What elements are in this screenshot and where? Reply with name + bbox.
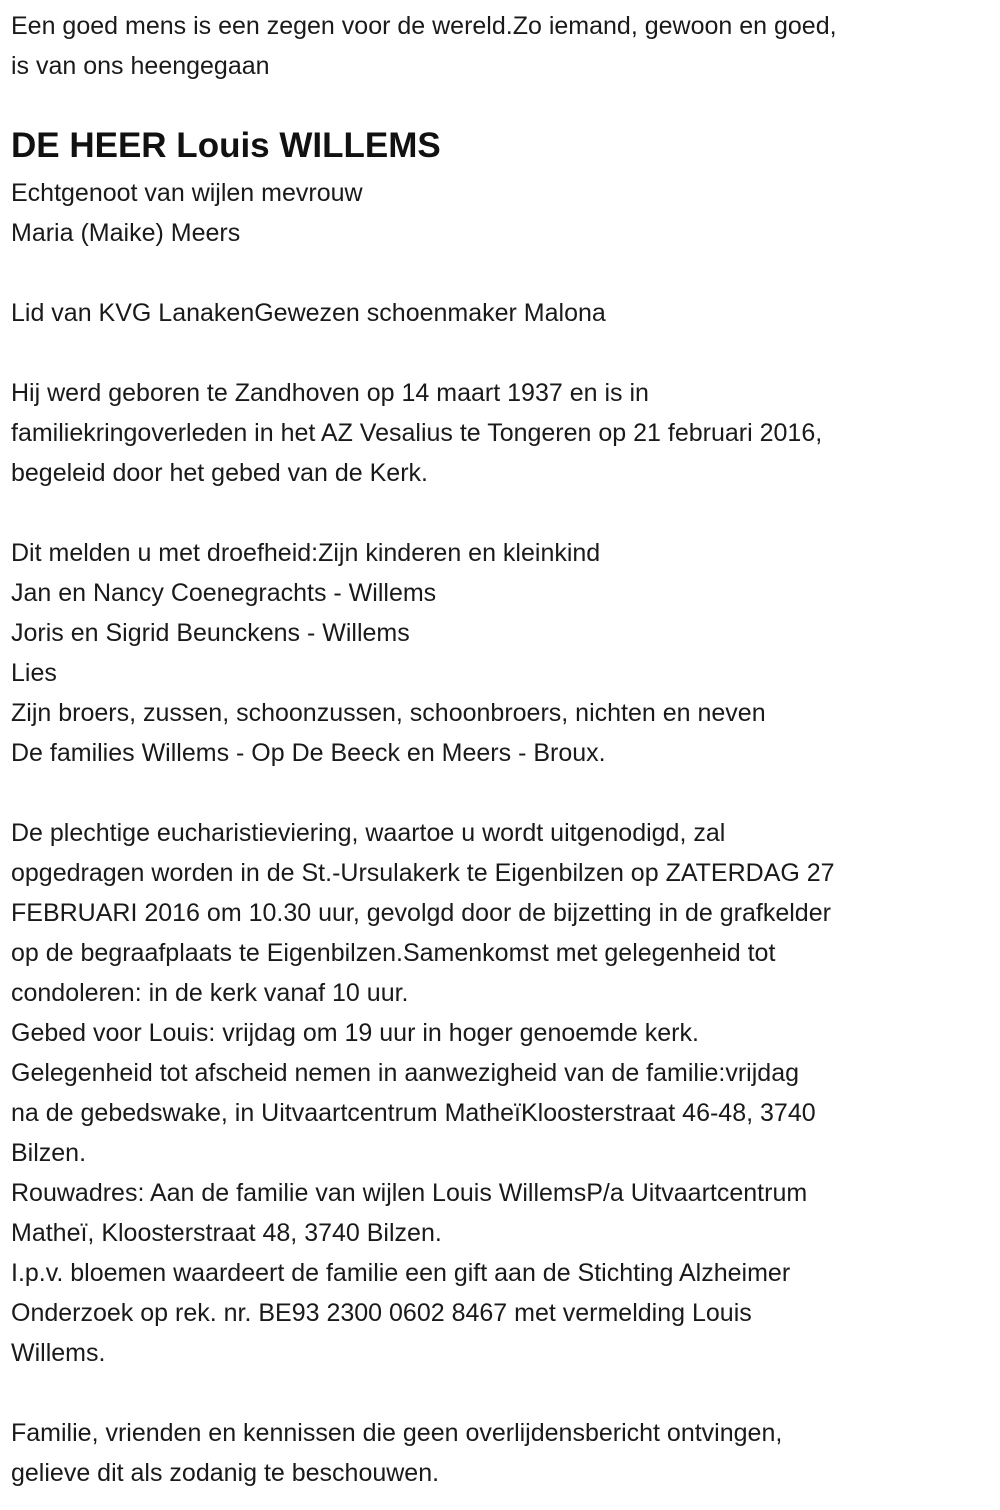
intro-text (11, 6, 1000, 86)
text-line: Joris en Sigrid Beunckens - Willems (11, 619, 410, 647)
text-line: familiekringoverleden in het AZ Vesalius te Tongeren op 21 februari 2016, (11, 419, 823, 447)
text-line: Zijn broers, zussen, schoonzussen, schoonbroers, nichten en neven (11, 699, 766, 727)
text-line: Dit melden u met droefheid:Zijn kinderen en kleinkind (11, 539, 601, 567)
text-line: Hij werd geboren te Zandhoven op 14 maart 1937 en is in (11, 379, 649, 407)
text-line: Bilzen. (11, 1139, 87, 1167)
membership-text (11, 293, 1000, 333)
spacer (11, 773, 1000, 813)
text-line: Familie, vrienden en kennissen die geen overlijdensbericht ontvingen, (11, 1419, 783, 1447)
spacer (11, 1373, 1000, 1413)
spacer (11, 493, 1000, 533)
text-line: I.p.v. bloemen waardeert de familie een gift aan de Stichting Alzheimer (11, 1259, 791, 1287)
obituary-document (11, 6, 1000, 1493)
text-line: Rouwadres: Aan de familie van wijlen Louis WillemsP/a Uitvaartcentrum (11, 1179, 808, 1207)
text-line: na de gebedswake, in Uitvaartcentrum MatheïKloosterstraat 46-48, 3740 (11, 1099, 816, 1127)
text-line: De plechtige eucharistieviering, waartoe u wordt uitgenodigd, zal (11, 819, 726, 847)
text-line: Gebed voor Louis: vrijdag om 19 uur in hoger genoemde kerk. (11, 1019, 699, 1047)
text-line: op de begraafplaats te Eigenbilzen.Samenkomst met gelegenheid tot (11, 939, 776, 967)
spacer (11, 333, 1000, 373)
text-line: Jan en Nancy Coenegrachts - Willems (11, 579, 437, 607)
text-line: De families Willems - Op De Beeck en Meers - Broux. (11, 739, 606, 767)
text-line: Gelegenheid tot afscheid nemen in aanwezigheid van de familie:vrijdag (11, 1059, 800, 1087)
spouse-text (11, 173, 1000, 253)
text-line: Lid van KVG LanakenGewezen schoenmaker Malona (11, 299, 606, 327)
text-line: begeleid door het gebed van de Kerk. (11, 459, 428, 487)
text-line: Lies (11, 659, 57, 687)
text-line: FEBRUARI 2016 om 10.30 uur, gevolgd door de bijzetting in de grafkelder (11, 899, 831, 927)
text-line: Matheï, Kloosterstraat 48, 3740 Bilzen. (11, 1219, 442, 1247)
ceremony-text (11, 813, 1000, 1373)
text-line: opgedragen worden in de St.-Ursulakerk te Eigenbilzen op ZATERDAG 27 (11, 859, 835, 887)
text-line: Willems. (11, 1339, 106, 1367)
closing-text (11, 1413, 1000, 1493)
spacer (11, 253, 1000, 293)
text-line: Onderzoek op rek. nr. BE93 2300 0602 8467 met vermelding Louis (11, 1299, 752, 1327)
text-line: condoleren: in de kerk vanaf 10 uur. (11, 979, 409, 1007)
text-line: is van ons heengegaan (11, 52, 270, 80)
text-line: Een goed mens is een zegen voor de wereld.Zo iemand, gewoon en goed, (11, 12, 837, 40)
text-line: Echtgenoot van wijlen mevrouw (11, 179, 363, 207)
text-line: Maria (Maike) Meers (11, 219, 241, 247)
birth-death-text (11, 373, 1000, 493)
text-line: gelieve dit als zodanig te beschouwen. (11, 1459, 440, 1487)
deceased-name-heading: DE HEER Louis WILLEMS (11, 126, 441, 165)
family-text (11, 533, 1000, 773)
